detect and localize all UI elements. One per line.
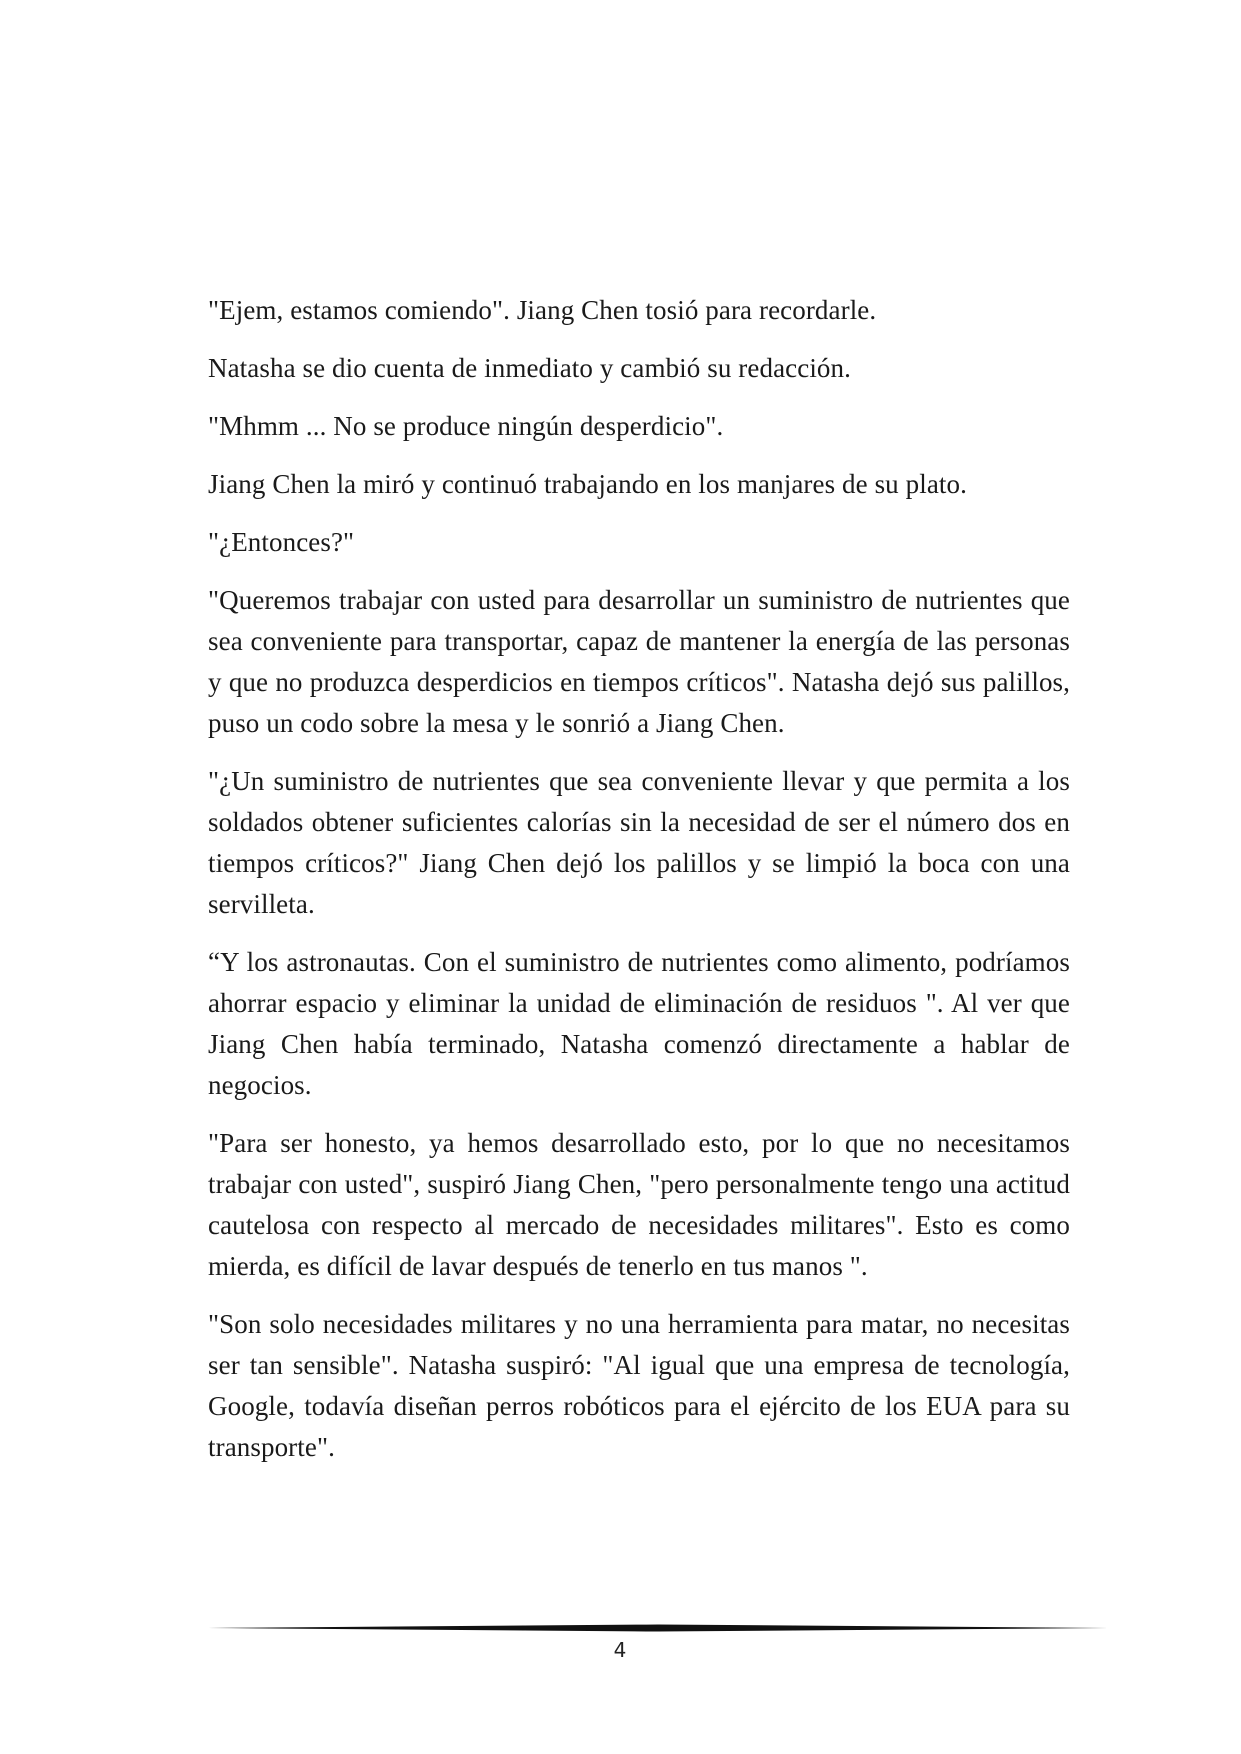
paragraph-3: "Mhmm ... No se produce ningún desperdicio".: [208, 411, 724, 441]
paragraph-4: Jiang Chen la miró y continuó trabajando en los manjares de su plato.: [208, 469, 967, 499]
page-number: 4: [613, 1638, 627, 1662]
paragraph-1: "Ejem, estamos comiendo". Jiang Chen tosió para recordarle.: [208, 295, 877, 325]
paragraph-5: "¿Entonces?": [208, 527, 355, 557]
footer-divider: [208, 1622, 1108, 1634]
paragraph-9: "Para ser honesto, ya hemos desarrollado esto, por lo que no necesitamos trabajar con usted", suspiró Jiang Chen, "pero personalmente tengo una actitud cautelosa con respecto al mercado de necesidades militares". Esto es como mierda, es difícil de lavar después de tenerlo en tus manos ".: [208, 1128, 1070, 1281]
paragraph-2: Natasha se dio cuenta de inmediato y cambió su redacción.: [208, 353, 851, 383]
paragraph-8: “Y los astronautas. Con el suministro de nutrientes como alimento, podríamos ahorrar espacio y eliminar la unidad de eliminación de residuos ". Al ver que Jiang Chen había terminado, Natasha comenzó directamente a hablar de negocios.: [208, 947, 1070, 1100]
paragraph-7: "¿Un suministro de nutrientes que sea conveniente llevar y que permita a los soldados obtener suficientes calorías sin la necesidad de ser el número dos en tiempos críticos?" Jiang Chen dejó los palillos y se limpió la boca con una servilleta.: [208, 766, 1070, 919]
body-text: [208, 290, 1070, 1485]
paragraph-10: "Son solo necesidades militares y no una herramienta para matar, no necesitas ser tan sensible". Natasha suspiró: "Al igual que una empresa de tecnología, Google, todavía diseñan perros robóticos para el ejército de los EUA para su transporte".: [208, 1309, 1070, 1462]
paragraph-6: "Queremos trabajar con usted para desarrollar un suministro de nutrientes que sea conveniente para transportar, capaz de mantener la energía de las personas y que no produzca desperdicios en tiempos críticos". Natasha dejó sus palillos, puso un codo sobre la mesa y le sonrió a Jiang Chen.: [208, 585, 1070, 738]
